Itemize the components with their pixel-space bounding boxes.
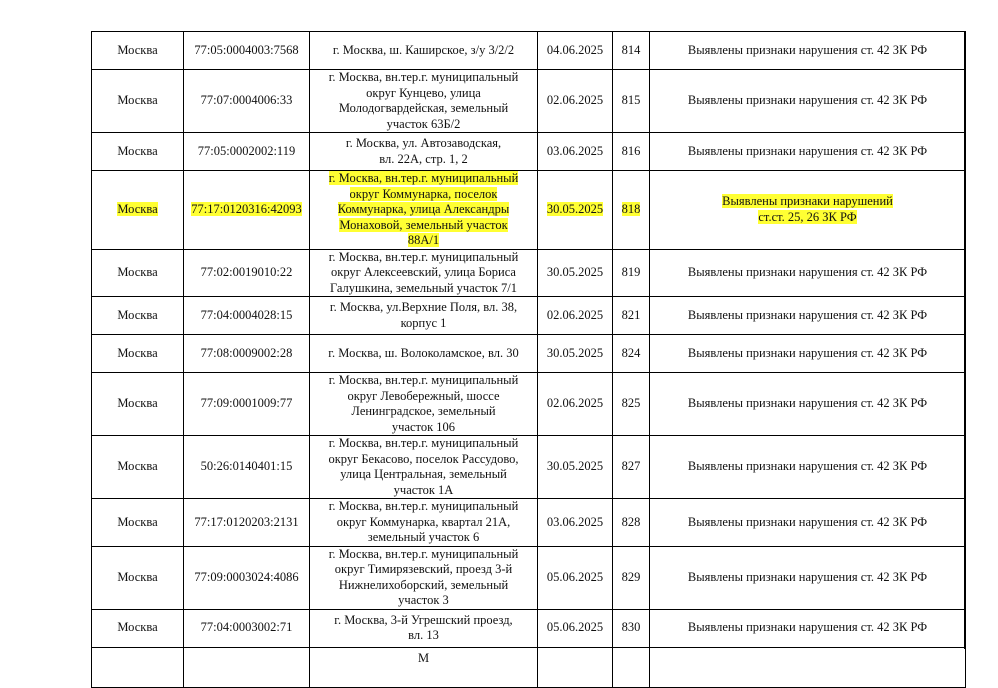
address-line: Ленинградское, земельный <box>351 404 496 418</box>
city-text: Москва <box>117 569 158 584</box>
number-text: 829 <box>621 569 641 584</box>
city-cell <box>92 609 184 647</box>
result-line: Выявлены признаки нарушения ст. 42 ЗК РФ <box>687 345 928 360</box>
city-text: Москва <box>117 345 158 360</box>
date-cell <box>538 171 613 250</box>
number-text: 818 <box>621 202 641 216</box>
result-cell <box>650 32 966 70</box>
address-line: корпус 1 <box>400 315 447 330</box>
result-cell <box>650 609 966 647</box>
cadastral-number-text: 77:17:0120316:42093 <box>191 202 302 216</box>
result-cell <box>650 70 966 133</box>
result-cell <box>650 436 966 499</box>
date-cell <box>538 609 613 647</box>
city-text: Москва <box>117 459 158 474</box>
number-text: 815 <box>621 93 641 108</box>
number-text: 824 <box>621 345 641 360</box>
address-line: г. Москва, вн.тер.г. муниципальный <box>328 249 519 264</box>
cadastral-number-cell <box>184 373 310 436</box>
number-text: 814 <box>621 42 641 57</box>
address-cell <box>310 297 538 335</box>
result-cell <box>650 249 966 297</box>
address-cell <box>310 546 538 609</box>
number-text: 816 <box>621 143 641 158</box>
result-cell <box>650 133 966 171</box>
cadastral-number-cell <box>184 335 310 373</box>
address-line: Монаховой, земельный участок <box>339 217 508 232</box>
table-row <box>92 373 966 436</box>
table-row <box>92 609 966 647</box>
address-line: округ Коммунарка, поселок <box>349 186 498 201</box>
address-line: М <box>417 650 430 665</box>
address-cell <box>310 609 538 647</box>
address-line: г. Москва, ул. Автозаводская, <box>345 136 502 150</box>
number-cell <box>613 609 650 647</box>
table-row <box>92 133 966 171</box>
result-line: Выявлены признаки нарушения ст. 42 ЗК РФ <box>687 514 928 529</box>
table-row <box>92 436 966 499</box>
empty-cell <box>650 647 966 687</box>
date-cell <box>538 70 613 133</box>
number-cell <box>613 171 650 250</box>
number-cell <box>613 249 650 297</box>
city-cell <box>92 133 184 171</box>
cadastral-number-cell <box>184 249 310 297</box>
date-cell <box>538 133 613 171</box>
address-cell <box>310 335 538 373</box>
result-line: Выявлены признаки нарушения ст. 42 ЗК РФ <box>687 93 928 108</box>
cadastral-number-cell <box>184 436 310 499</box>
result-cell <box>650 171 966 250</box>
result-line: Выявлены признаки нарушения ст. 42 ЗК РФ <box>687 396 928 411</box>
number-cell <box>613 70 650 133</box>
city-text: Москва <box>117 514 158 529</box>
city-cell <box>92 335 184 373</box>
city-text: Москва <box>117 620 158 635</box>
number-cell <box>613 335 650 373</box>
city-cell <box>92 436 184 499</box>
number-cell <box>613 373 650 436</box>
cadastral-number-text: 77:17:0120203:2131 <box>194 514 299 529</box>
table-body <box>92 32 966 688</box>
date-cell <box>538 436 613 499</box>
address-cell <box>310 499 538 547</box>
address-line: г. Москва, 3-й Угрешский проезд, <box>334 612 513 627</box>
number-cell <box>613 436 650 499</box>
address-line: г. Москва, вн.тер.г. муниципальный <box>328 70 519 84</box>
date-cell <box>538 335 613 373</box>
address-cell <box>310 249 538 297</box>
cadastral-number-cell <box>184 133 310 171</box>
address-line: участок 3 <box>398 593 449 607</box>
address-line: Галушкина, земельный участок 7/1 <box>329 280 518 295</box>
result-line: ст.ст. 25, 26 ЗК РФ <box>758 209 857 224</box>
cadastral-number-cell <box>184 499 310 547</box>
result-line: Выявлены признаки нарушения ст. 42 ЗК РФ <box>687 42 928 57</box>
date-text: 03.06.2025 <box>546 143 604 158</box>
date-cell <box>538 373 613 436</box>
address-cell <box>310 373 538 436</box>
cadastral-number-cell <box>184 546 310 609</box>
empty-cell <box>92 647 184 687</box>
date-text: 03.06.2025 <box>546 514 604 529</box>
address-line: округ Бекасово, поселок Рассудово, <box>328 451 519 466</box>
city-text: Москва <box>117 143 158 158</box>
address-line: участок 106 <box>391 419 456 434</box>
result-line: Выявлены признаки нарушения ст. 42 ЗК РФ <box>687 265 928 279</box>
city-cell <box>92 546 184 609</box>
address-line: округ Кунцево, улица <box>366 85 481 100</box>
number-text: 819 <box>621 265 641 279</box>
cadastral-number-text: 77:09:0001009:77 <box>200 396 293 411</box>
address-line: округ Коммунарка, квартал 21А, <box>336 514 511 529</box>
result-line: Выявлены признаки нарушения ст. 42 ЗК РФ <box>687 143 928 158</box>
inspection-table <box>91 31 966 688</box>
address-line: 88А/1 <box>407 233 440 247</box>
date-text: 02.06.2025 <box>546 307 604 322</box>
cadastral-number-text: 77:09:0003024:4086 <box>194 569 299 584</box>
date-text: 30.05.2025 <box>546 345 604 360</box>
address-line: г. Москва, ш. Каширское, з/у 3/2/2 <box>332 42 515 57</box>
city-cell <box>92 70 184 133</box>
date-text: 30.05.2025 <box>546 459 604 474</box>
date-text: 30.05.2025 <box>546 265 604 279</box>
cadastral-number-cell <box>184 609 310 647</box>
result-line: Выявлены признаки нарушения ст. 42 ЗК РФ <box>687 459 928 474</box>
result-line: Выявлены признаки нарушения ст. 42 ЗК РФ <box>687 569 928 584</box>
number-text: 827 <box>621 459 641 474</box>
table-right-border <box>964 31 965 649</box>
result-cell <box>650 546 966 609</box>
result-cell <box>650 335 966 373</box>
result-cell <box>650 499 966 547</box>
date-cell <box>538 499 613 547</box>
date-cell <box>538 297 613 335</box>
address-line: участок 1А <box>393 482 454 497</box>
table-row <box>92 171 966 250</box>
table-row <box>92 546 966 609</box>
address-line: округ Тимирязевский, проезд 3-й <box>334 562 513 576</box>
date-text: 30.05.2025 <box>546 202 604 216</box>
address-line: Коммунарка, улица Александры <box>337 202 510 216</box>
date-cell <box>538 249 613 297</box>
result-line: Выявлены признаки нарушений <box>722 194 893 209</box>
city-text: Москва <box>117 265 158 279</box>
date-text: 02.06.2025 <box>546 93 604 108</box>
address-cell <box>310 647 538 687</box>
address-line: вл. 13 <box>408 628 439 642</box>
empty-cell <box>184 647 310 687</box>
city-cell <box>92 32 184 70</box>
number-cell <box>613 32 650 70</box>
city-cell <box>92 249 184 297</box>
city-cell <box>92 373 184 436</box>
date-text: 05.06.2025 <box>546 569 604 584</box>
city-cell <box>92 499 184 547</box>
table-row <box>92 249 966 297</box>
cadastral-number-cell <box>184 70 310 133</box>
address-cell <box>310 436 538 499</box>
result-cell <box>650 297 966 335</box>
table-row <box>92 70 966 133</box>
cadastral-number-text: 77:07:0004006:33 <box>200 93 293 108</box>
address-line: Нижнелихоборский, земельный <box>338 577 509 592</box>
date-text: 02.06.2025 <box>546 396 604 411</box>
table-row <box>92 297 966 335</box>
address-line: Молодогвардейская, земельный <box>338 101 509 115</box>
date-cell <box>538 546 613 609</box>
cadastral-number-text: 77:04:0003002:71 <box>200 620 293 635</box>
cadastral-number-cell <box>184 297 310 335</box>
result-line: Выявлены признаки нарушения ст. 42 ЗК РФ <box>687 307 928 322</box>
address-cell <box>310 70 538 133</box>
cadastral-number-cell <box>184 32 310 70</box>
address-line: г. Москва, вн.тер.г. муниципальный <box>328 436 519 450</box>
address-line: г. Москва, вн.тер.г. муниципальный <box>328 373 519 387</box>
address-line: г. Москва, ул.Верхние Поля, вл. 38, <box>329 300 518 314</box>
address-cell <box>310 133 538 171</box>
address-line: улица Центральная, земельный <box>340 467 507 481</box>
city-text: Москва <box>117 307 158 322</box>
cadastral-number-text: 77:04:0004028:15 <box>200 307 293 322</box>
address-line: округ Алексеевский, улица Бориса <box>331 265 516 279</box>
number-cell <box>613 546 650 609</box>
address-line: вл. 22А, стр. 1, 2 <box>379 151 468 166</box>
address-line: земельный участок 6 <box>367 530 480 544</box>
result-cell <box>650 373 966 436</box>
date-text: 05.06.2025 <box>546 620 604 635</box>
table-row <box>92 499 966 547</box>
cadastral-number-cell <box>184 171 310 250</box>
address-line: участок 63Б/2 <box>386 116 461 131</box>
table-left-border <box>91 31 92 649</box>
city-cell <box>92 297 184 335</box>
address-line: г. Москва, вн.тер.г. муниципальный <box>328 499 519 513</box>
number-cell <box>613 297 650 335</box>
cadastral-number-text: 77:05:0002002:119 <box>197 143 296 158</box>
city-text: Москва <box>117 42 158 57</box>
cadastral-number-text: 77:08:0009002:28 <box>200 345 293 360</box>
table-row <box>92 32 966 70</box>
number-text: 821 <box>621 307 641 322</box>
table-row-partial <box>92 647 966 687</box>
city-text: Москва <box>117 93 158 108</box>
address-line: округ Левобережный, шоссе <box>347 388 500 403</box>
cadastral-number-text: 50:26:0140401:15 <box>200 459 293 474</box>
result-line: Выявлены признаки нарушения ст. 42 ЗК РФ <box>687 620 928 635</box>
address-line: г. Москва, ш. Волоколамское, вл. 30 <box>328 345 519 360</box>
city-text: Москва <box>117 396 158 411</box>
city-cell <box>92 171 184 250</box>
empty-cell <box>538 647 613 687</box>
address-cell <box>310 171 538 250</box>
cadastral-number-text: 77:02:0019010:22 <box>200 265 293 279</box>
cadastral-number-text: 77:05:0004003:7568 <box>194 42 299 57</box>
address-line: г. Москва, вн.тер.г. муниципальный <box>328 546 519 561</box>
number-text: 825 <box>621 396 641 411</box>
number-text: 830 <box>621 620 641 635</box>
number-text: 828 <box>621 514 641 529</box>
number-cell <box>613 499 650 547</box>
number-cell <box>613 133 650 171</box>
address-line: г. Москва, вн.тер.г. муниципальный <box>328 171 519 185</box>
date-cell <box>538 32 613 70</box>
city-text: Москва <box>117 202 158 216</box>
empty-cell <box>613 647 650 687</box>
address-cell <box>310 32 538 70</box>
date-text: 04.06.2025 <box>546 42 604 57</box>
table-row <box>92 335 966 373</box>
